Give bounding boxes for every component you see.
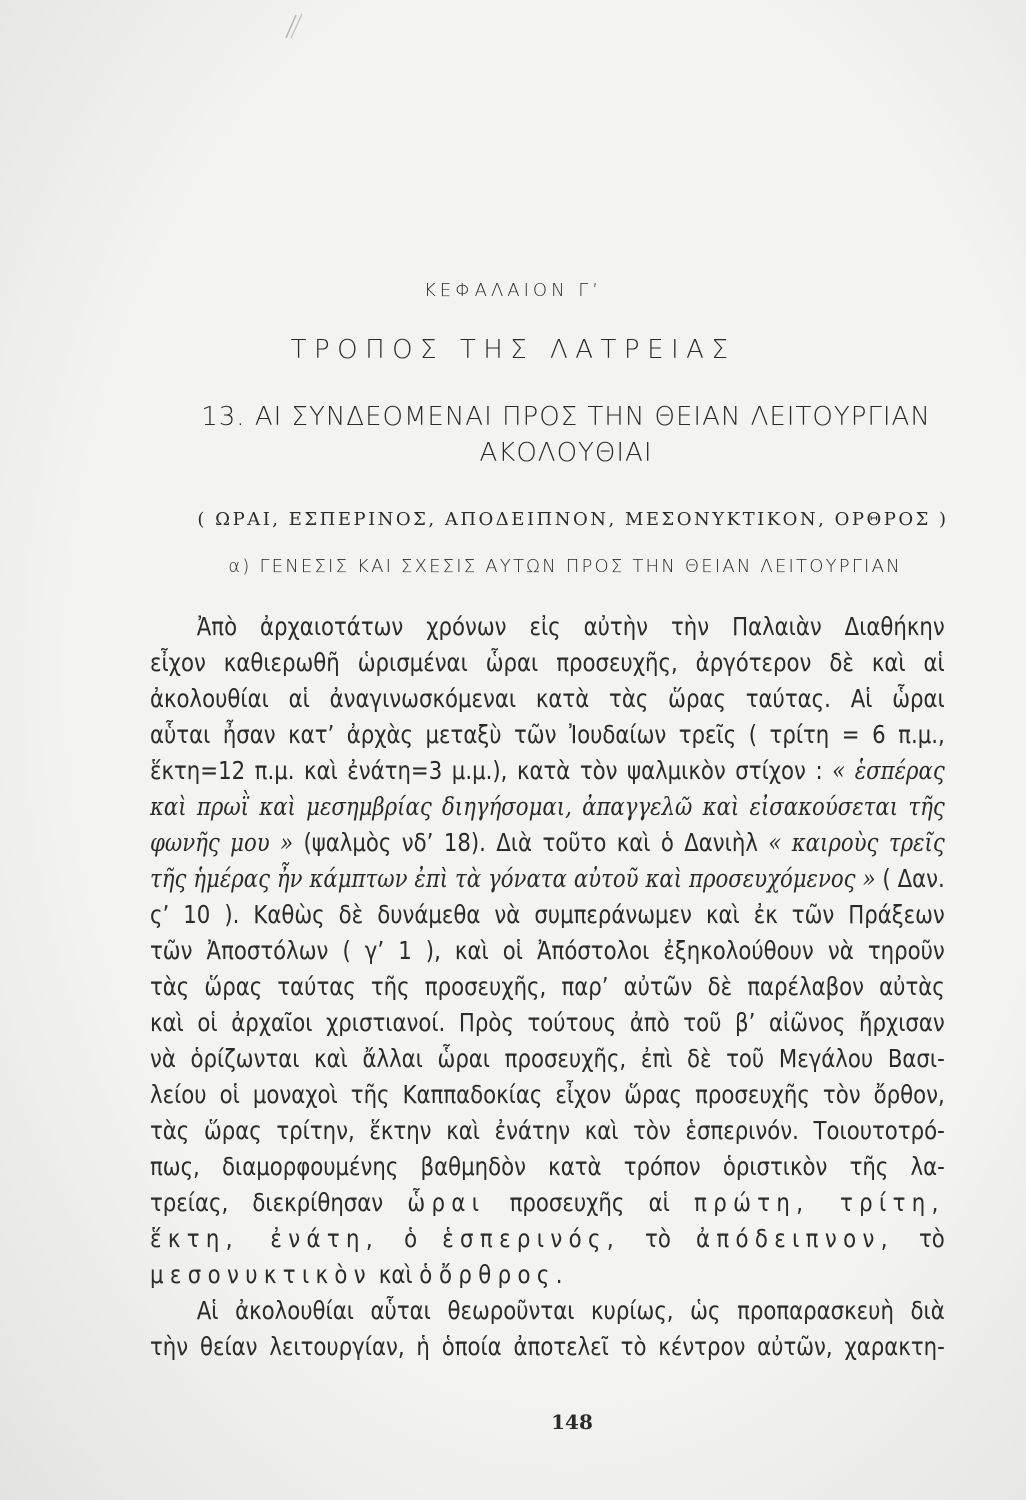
text-segment: πως, διαμορφουμένης βαθμηδὸν κατὰ τρόπον ὁριστικὸν τῆς λα- bbox=[150, 1152, 945, 1181]
spaced-emphasis: μεσονυκτικὸν bbox=[150, 1260, 373, 1289]
text-segment: (ψαλμὸς νδ’ 18). Διὰ τοῦτο καὶ ὁ Δανιὴλ bbox=[293, 828, 769, 857]
section-subtitle: ( ΩΡΑΙ, ΕΣΠΕΡΙΝΟΣ, ΑΠΟΔΕΙΠΝΟΝ, ΜΕΣΟΝΥΚΤΙΚΟΝ, ΟΡΘΡΟΣ ) bbox=[197, 509, 949, 530]
text-segment: ἕκτη=12 π.μ. καὶ ἐνάτη=3 μ.μ.), κατὰ τὸν ψαλμικὸν στίχον : bbox=[150, 756, 833, 785]
text-line bbox=[150, 753, 945, 789]
spaced-emphasis: ἕκτη, ἐνάτη, bbox=[150, 1224, 380, 1253]
paragraph bbox=[150, 1293, 945, 1365]
text-segment: τὸ bbox=[893, 1224, 945, 1253]
chapter-label: ΚΕΦΑΛΑΙΟΝ Γ’ bbox=[423, 280, 603, 301]
italic-quotation: « ἑσπέρας bbox=[832, 756, 945, 785]
text-line bbox=[150, 1005, 945, 1041]
text-line bbox=[150, 1293, 945, 1329]
section-title-line-2: ΑΚΟΛΟΥΘΙΑΙ bbox=[479, 438, 653, 468]
pen-mark bbox=[280, 12, 306, 40]
italic-quotation: τῆς ἡμέρας ἦν κάμπτων ἐπὶ τὰ γόνατα αὐτοῦ καὶ προσευχόμενος » bbox=[150, 864, 876, 893]
text-segment: ὁ bbox=[379, 1224, 443, 1253]
text-line bbox=[150, 789, 945, 825]
section-title-line-1: 13. ΑΙ ΣΥΝΔΕΟΜΕΝΑΙ ΠΡΟΣ ΤΗΝ ΘΕΙΑΝ ΛΕΙΤΟΥΡΓΙΑΝ bbox=[201, 402, 931, 432]
text-line bbox=[150, 1149, 945, 1185]
text-segment: ( Δαν. bbox=[875, 864, 945, 893]
italic-quotation: καὶ πρωῒ καὶ μεσημβρίας διηγήσομαι, ἀπαγγελῶ καὶ εἰσακούσεται τῆς bbox=[150, 792, 945, 821]
spaced-emphasis: ἑσπερινός, bbox=[442, 1224, 620, 1253]
text-segment: τὸ bbox=[619, 1224, 696, 1253]
text-segment: καὶ οἱ ἀρχαῖοι χριστιανοί. Πρὸς τούτους ἀπὸ τοῦ β’ αἰῶνος ἤρχισαν bbox=[150, 1008, 945, 1037]
spaced-emphasis: ἀπόδειπνον, bbox=[695, 1224, 894, 1253]
text-line bbox=[150, 681, 945, 717]
text-segment: τὰς ὥρας ταύτας τῆς προσευχῆς, παρ’ αὐτῶν δὲ παρέλαβον αὐτὰς bbox=[150, 972, 945, 1001]
text-segment: λείου οἱ μοναχοὶ τῆς Καππαδοκίας εἶχον ὥρας προσευχῆς τὸν ὄρθον, bbox=[150, 1080, 945, 1109]
text-segment: τὰς ὥρας τρίτην, ἕκτην καὶ ἐνάτην καὶ τὸν ἑσπερινόν. Τοιουτοτρό- bbox=[150, 1116, 945, 1145]
text-line bbox=[150, 717, 945, 753]
spaced-emphasis: ὧραι bbox=[407, 1188, 486, 1217]
paragraph bbox=[150, 609, 945, 1293]
text-segment: προσευχῆς αἱ bbox=[485, 1188, 695, 1217]
text-segment: εἶχον καθιερωθῆ ὡρισμέναι ὧραι προσευχῆς, ἀργότερον δὲ καὶ αἱ bbox=[150, 648, 945, 677]
spaced-emphasis: ὄρθρος. bbox=[439, 1260, 569, 1289]
text-line bbox=[150, 861, 945, 897]
text-segment: καὶ ὁ bbox=[372, 1260, 440, 1289]
text-line bbox=[150, 1257, 945, 1293]
text-segment: Αἱ ἀκολουθίαι αὗται θεωροῦνται κυρίως, ὡς προπαρασκευὴ διὰ bbox=[196, 1296, 945, 1325]
text-line bbox=[150, 1077, 945, 1113]
body-text bbox=[150, 609, 945, 1365]
text-segment: αὗται ἦσαν κατ’ ἀρχὰς μεταξὺ τῶν Ἰουδαίων τρεῖς ( τρίτη = 6 π.μ., bbox=[150, 720, 945, 749]
text-segment: τὴν θείαν λειτουργίαν, ἡ ὁποία ἀποτελεῖ τὸ κέντρον αὐτῶν, χαρακτη- bbox=[150, 1332, 945, 1361]
text-segment: νὰ ὁρίζωνται καὶ ἄλλαι ὧραι προσευχῆς, ἐπὶ δὲ τοῦ Μεγάλου Βασι- bbox=[150, 1044, 945, 1073]
page-number: 148 bbox=[551, 1410, 593, 1434]
italic-quotation: φωνῆς μου » bbox=[150, 828, 294, 857]
text-line bbox=[150, 897, 945, 933]
italic-quotation: « καιροὺς τρεῖς bbox=[768, 828, 945, 857]
text-line bbox=[150, 1041, 945, 1077]
text-line bbox=[150, 1221, 945, 1257]
spaced-emphasis: πρώτη, τρίτη, bbox=[694, 1188, 945, 1217]
text-line bbox=[150, 1113, 945, 1149]
text-line bbox=[150, 645, 945, 681]
text-line bbox=[150, 1185, 945, 1221]
chapter-title: ΤΡΟΠΟΣ ΤΗΣ ΛΑΤΡΕΙΑΣ bbox=[290, 335, 736, 365]
text-segment: ς’ 10 ). Καθὼς δὲ δυνάμεθα νὰ συμπεράνωμεν καὶ ἐκ τῶν Πράξεων bbox=[150, 900, 945, 929]
text-segment: τρείας, διεκρίθησαν bbox=[150, 1188, 408, 1217]
text-line bbox=[150, 1329, 945, 1365]
text-line bbox=[150, 825, 945, 861]
subsection-heading: α) ΓΕΝΕΣΙΣ ΚΑΙ ΣΧΕΣΙΣ ΑΥΤΩΝ ΠΡΟΣ ΤΗΝ ΘΕΙΑΝ ΛΕΙΤΟΥΡΓΙΑΝ bbox=[228, 556, 902, 577]
text-line bbox=[150, 969, 945, 1005]
text-segment: τῶν Ἀποστόλων ( γ’ 1 ), καὶ οἱ Ἀπόστολοι ἐξηκολούθουν νὰ τηροῦν bbox=[150, 936, 945, 965]
text-segment: Ἀπὸ ἀρχαιοτάτων χρόνων εἰς αὐτὴν τὴν Παλαιὰν Διαθήκην bbox=[196, 612, 945, 641]
text-segment: ἀκολουθίαι αἱ ἀναγινωσκόμεναι κατὰ τὰς ὥρας ταύτας. Αἱ ὧραι bbox=[150, 684, 945, 713]
text-line bbox=[150, 609, 945, 645]
text-line bbox=[150, 933, 945, 969]
